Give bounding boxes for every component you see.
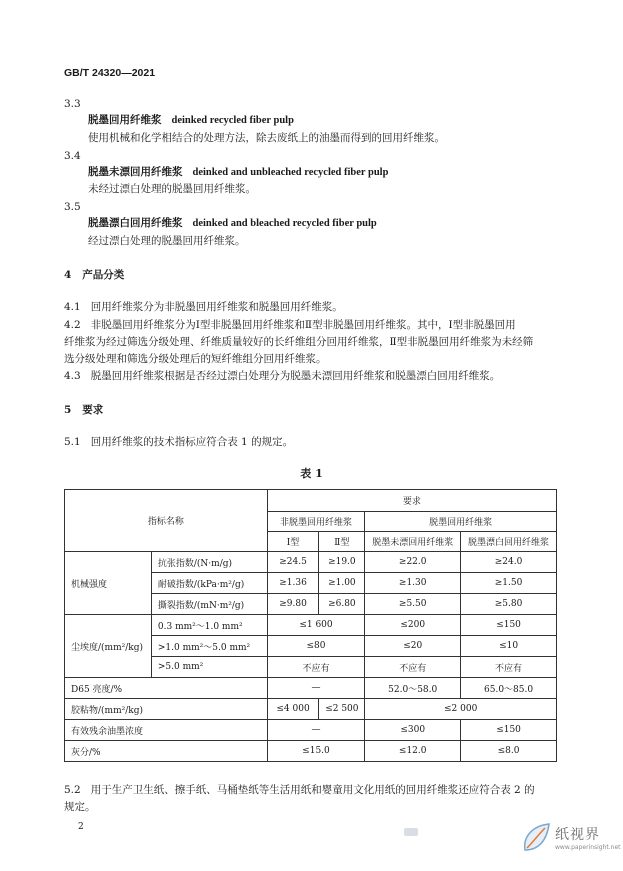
section-number: 3.5: [64, 201, 81, 213]
cell: 不应有: [461, 657, 557, 678]
indicator-header: 指标名称: [65, 490, 268, 552]
type2-header: Ⅱ型: [319, 532, 365, 552]
cell: 不应有: [365, 657, 461, 678]
clause: [64, 318, 516, 332]
term-title-en: deinked and unbleached recycled fiber pulp: [192, 167, 389, 178]
cell: ≥1.30: [365, 573, 461, 594]
table-row: [65, 678, 557, 699]
bleached-header: 脱墨漂白回用纤维浆: [461, 532, 557, 552]
cell: 52.0～58.0: [365, 678, 461, 699]
term-heading: [88, 113, 294, 128]
table-row: [65, 552, 557, 573]
row-label: 耐破指数/(kPa·m²/g): [151, 573, 267, 594]
term-title-cn: 脱墨未漂回用纤维浆: [88, 166, 183, 178]
clause-number: 4.3: [64, 370, 81, 382]
cell: ≥1.00: [319, 573, 365, 594]
clause-text: 回用纤维浆的技术指标应符合表 1 的规定。: [90, 436, 294, 448]
unbleached-header: 脱墨未漂回用纤维浆: [365, 532, 461, 552]
cell: ≥5.80: [461, 594, 557, 615]
small-stamp-icon: [404, 828, 418, 836]
chapter-number: 4: [64, 269, 72, 281]
clause-number: 4.2: [64, 319, 81, 331]
cell: ≤200: [365, 615, 461, 636]
spec-table: [64, 489, 557, 762]
cell: ≥1.36: [267, 573, 319, 594]
cell: ≤8.0: [461, 741, 557, 762]
clause-number: 4.1: [64, 301, 81, 313]
table-caption: 表 1: [300, 467, 323, 480]
cell: ≥5.50: [365, 594, 461, 615]
group-label: 机械强度: [65, 552, 152, 615]
row-label: >5.0 mm²: [151, 657, 267, 678]
cell: 65.0～85.0: [461, 678, 557, 699]
term-title-en: deinked recycled fiber pulp: [171, 115, 294, 126]
non-deinked-header: 非脱墨回用纤维浆: [267, 512, 365, 532]
section-number: 3.4: [64, 150, 81, 162]
table-row: [65, 741, 557, 762]
term-definition: 未经过漂白处理的脱墨回用纤维浆。: [88, 183, 256, 195]
term-heading: [88, 216, 377, 231]
clause-text: 脱墨回用纤维浆根据是否经过漂白处理分为脱墨未漂回用纤维浆和脱墨漂白回用纤维浆。: [90, 370, 501, 382]
type1-header: Ⅰ型: [267, 532, 319, 552]
deinked-header: 脱墨回用纤维浆: [365, 512, 557, 532]
leaf-logo-icon: [521, 820, 553, 856]
watermark-name: 纸视界: [555, 827, 600, 843]
cell: ≥1.50: [461, 573, 557, 594]
section-number: 3.3: [64, 98, 81, 110]
clause-text: 非脱墨回用纤维浆分为Ⅰ型非脱墨回用纤维浆和Ⅱ型非脱墨回用纤维浆。其中，Ⅰ型非脱墨回用: [90, 319, 516, 331]
clause: [64, 783, 535, 797]
cell: —: [267, 720, 365, 741]
cell: ≤80: [267, 636, 365, 657]
row-label: 胶粘物/(mm²/kg): [65, 699, 268, 720]
cell: ≤15.0: [267, 741, 365, 762]
chapter-number: 5: [64, 404, 72, 416]
cell: ≤150: [461, 615, 557, 636]
standard-code: GB/T 24320—2021: [64, 67, 156, 79]
row-label: 抗张指数/(N·m/g): [151, 552, 267, 573]
clause: [64, 435, 293, 449]
cell: ≥19.0: [319, 552, 365, 573]
term-title-cn: 脱墨回用纤维浆: [88, 114, 162, 126]
term-definition: 经过漂白处理的脱墨回用纤维浆。: [88, 235, 246, 247]
row-label: D65 亮度/%: [65, 678, 268, 699]
term-definition: 使用机械和化学相结合的处理方法，除去废纸上的油墨而得到的回用纤维浆。: [88, 132, 445, 144]
cell: ≤1 600: [267, 615, 365, 636]
clause-number: 5.1: [64, 436, 81, 448]
clause-text: 用于生产卫生纸、擦手纸、马桶垫纸等生活用纸和婴童用文化用纸的回用纤维浆还应符合表 2 的: [90, 784, 535, 796]
table-row: [65, 720, 557, 741]
clause-text: 回用纤维浆分为非脱墨回用纤维浆和脱墨回用纤维浆。: [90, 301, 343, 313]
cell: ≤12.0: [365, 741, 461, 762]
cell: ≤150: [461, 720, 557, 741]
term-title-cn: 脱墨漂白回用纤维浆: [88, 217, 183, 229]
cell: ≤2 000: [365, 699, 557, 720]
row-label: >1.0 mm²～5.0 mm²: [151, 636, 267, 657]
cell: 不应有: [267, 657, 365, 678]
chapter-title: 产品分类: [82, 269, 125, 281]
row-label: 撕裂指数/(mN·m²/g): [151, 594, 267, 615]
clause-number: 5.2: [64, 784, 81, 796]
watermark-logo: [521, 816, 621, 860]
clause-text: 选分级处理和筛选分级处理后的短纤维组分回用纤维浆。: [64, 353, 327, 365]
row-label: 灰分/%: [65, 741, 268, 762]
group-label: 尘埃度/(mm²/kg): [65, 615, 152, 678]
term-title-en: deinked and bleached recycled fiber pulp: [192, 218, 377, 229]
cell: ≥9.80: [267, 594, 319, 615]
cell: ≤10: [461, 636, 557, 657]
cell: ≤20: [365, 636, 461, 657]
row-label: 有效残余油墨浓度: [65, 720, 268, 741]
term-heading: [88, 165, 388, 180]
cell: ≥6.80: [319, 594, 365, 615]
cell: ≥24.0: [461, 552, 557, 573]
chapter-heading: [64, 403, 103, 417]
clause-text: 纤维浆为经过筛选分级处理、纤维质量较好的长纤维组分回用纤维浆，Ⅱ型非脱墨回用纤维浆为未经筛: [64, 336, 534, 348]
page-number: 2: [78, 822, 84, 832]
table-row: [65, 699, 557, 720]
watermark-url: www.paperinsight.net: [555, 844, 621, 851]
cell: ≥22.0: [365, 552, 461, 573]
clause: [64, 300, 343, 314]
chapter-title: 要求: [82, 404, 104, 416]
requirement-header: 要求: [267, 490, 556, 512]
table-row: [65, 615, 557, 636]
cell: ≥24.5: [267, 552, 319, 573]
clause: [64, 369, 500, 383]
row-label: 0.3 mm²～1.0 mm²: [151, 615, 267, 636]
cell: ≤4 000: [267, 699, 319, 720]
clause-text: 规定。: [64, 801, 96, 813]
chapter-heading: [64, 268, 124, 282]
cell: ≤300: [365, 720, 461, 741]
cell: ≤2 500: [319, 699, 365, 720]
cell: —: [267, 678, 365, 699]
